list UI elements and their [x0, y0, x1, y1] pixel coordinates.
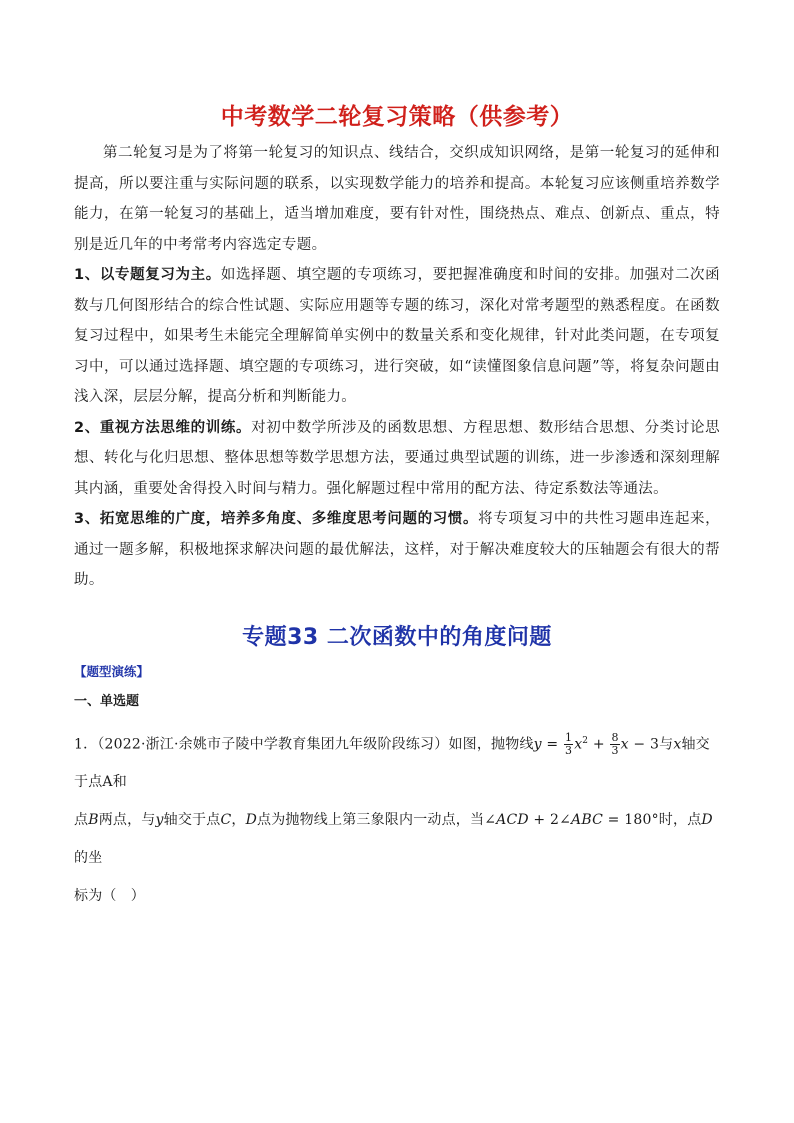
eq-exponent: 2	[582, 735, 589, 746]
fraction-2	[610, 732, 619, 757]
point-b: B	[88, 812, 99, 829]
axis-x-label: x	[673, 736, 682, 753]
question-text-3: 点	[74, 812, 89, 829]
fraction-1-denominator: 3	[564, 743, 573, 757]
question-text-10: 标为（ ）	[74, 888, 145, 905]
point-d-2: D	[701, 812, 713, 829]
topic-title: 专题33 二次函数中的角度问题	[242, 624, 552, 650]
strategy-3-heading: 3、拓宽思维的广度，培养多角度、多维度思考问题的习惯。	[74, 511, 479, 527]
strategy-1-heading: 1、以专题复习为主。	[74, 267, 221, 283]
eq-plus: +	[588, 736, 610, 753]
question-text-4: 两点，与	[98, 812, 156, 829]
question-text-8: 时，点	[658, 812, 702, 829]
fraction-1	[564, 732, 573, 757]
strategy-1-body: 如选择题、填空题的专项练习，要把握准确度和时间的安排。加强对二次函数与几何图形结合的综合性试题、实际应用题等专题的练习，深化对常考题型的熟悉程度。在函数复习过程中，如果考生未能完全理解简单实例中的数量关系和变化规律，针对此类问题，在专项复习中，可以通过选择题、填空题的专项练习，进行突破，如“读懂图象信息问题”等，将复杂问题由浅入深，层层分解，提高分析和判断能力。	[74, 267, 721, 405]
question-number: 1．	[74, 736, 98, 753]
eq-minus: − 3	[628, 736, 660, 753]
question-1	[74, 722, 720, 916]
section-tag: 【题型演练】	[74, 663, 150, 679]
question-text-5: 轴交于点	[163, 812, 221, 829]
eq-y: y	[533, 736, 542, 753]
strategy-2-heading: 2、重视方法思维的训练。	[74, 419, 252, 436]
point-c: C	[220, 812, 232, 829]
strategy-3	[74, 504, 720, 596]
eq-degrees: = 180°	[603, 812, 659, 829]
question-text-6: ，	[231, 812, 246, 829]
section-heading: 一、单选题	[74, 693, 140, 709]
eq-equals: =	[541, 736, 563, 753]
question-text-9: 的坐	[74, 850, 103, 867]
strategy-1	[74, 260, 720, 413]
question-text-2: 轴交于点A和	[74, 736, 710, 791]
strategy-3-body: 将专项复习中的共性习题串连起来，通过一题多解，积极地探求解决问题的最优解法，这样，对于解决难度较大的压轴题会有很大的帮助。	[74, 511, 720, 588]
question-text-7: 点为抛物线上第三象限内一动点，当	[257, 812, 485, 829]
fraction-2-denominator: 3	[611, 743, 619, 757]
main-title: 中考数学二轮复习策略（供参考）	[220, 104, 574, 130]
strategy-2	[74, 413, 720, 505]
eq-x-squared-base: x	[574, 736, 583, 753]
point-d: D	[245, 812, 257, 829]
angle-acd: ∠ACD	[484, 812, 529, 829]
question-text-1: 与	[659, 736, 674, 753]
question-source: （2022·浙江·余姚市子陵中学教育集团九年级阶段练习）如图，抛物线	[97, 736, 534, 753]
fraction-1-numerator: 1	[564, 730, 573, 744]
page-content	[74, 100, 720, 915]
eq-plus-2: + 2	[528, 812, 560, 829]
strategy-2-body: 对初中数学所涉及的函数思想、方程思想、数形结合思想、分类讨论思想、转化与化归思想、整体思想等数学思想方法，要通过典型试题的训练，进一步渗透和深刻理解其内涵，重要处舍得投入时间与精力。强化解题过程中常用的配方法、待定系数法等通法。	[74, 419, 720, 497]
eq-x: x	[620, 736, 629, 753]
fraction-2-numerator: 8	[611, 730, 619, 744]
axis-y-label: y	[155, 812, 164, 829]
intro-paragraph: 第二轮复习是为了将第一轮复习的知识点、线结合，交织成知识网络，是第一轮复习的延伸和提高，所以要注重与实际问题的联系，以实现数学能力的培养和提高。本轮复习应该侧重培养数学能力，在第一轮复习的基础上，适当增加难度，要有针对性，围绕热点、难点、创新点、重点，特别是近几年的中考常考内容选定专题。	[74, 145, 720, 253]
angle-abc: ∠ABC	[559, 812, 604, 829]
